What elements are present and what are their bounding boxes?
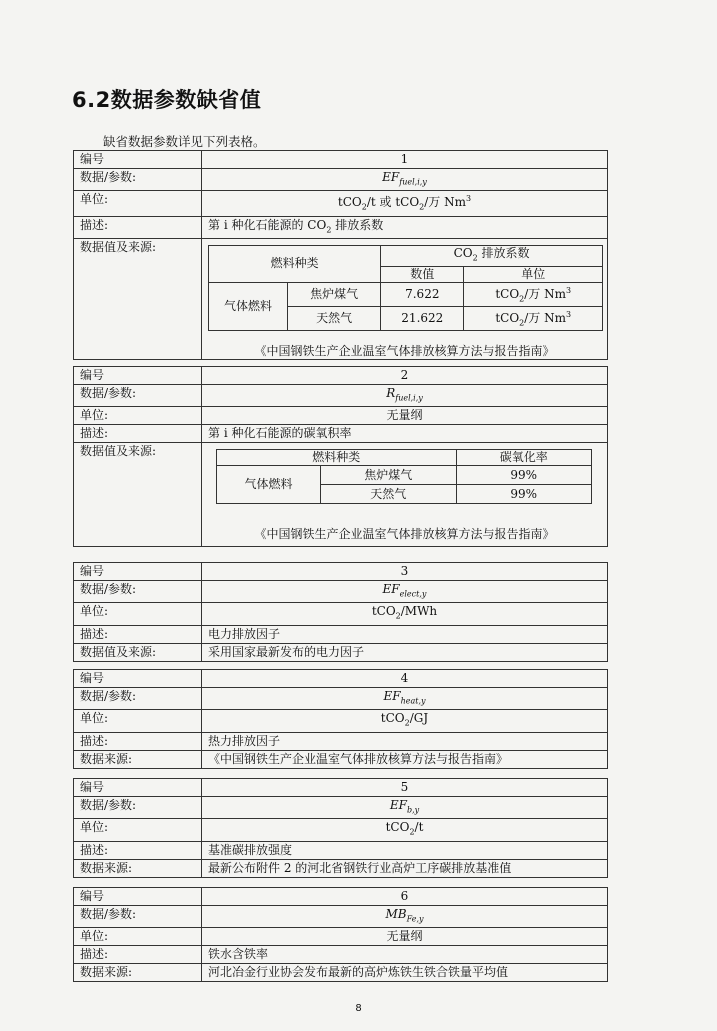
label-source: 数据来源: bbox=[74, 964, 202, 982]
inner-header-ef: $CO_2$ 排放系数 bbox=[381, 246, 603, 266]
param-unit: 无量纲 bbox=[202, 928, 608, 946]
param-symbol: $R_{fuel,i,y}$ bbox=[202, 385, 608, 407]
param-table-5 bbox=[73, 778, 608, 878]
label-desc: 描述: bbox=[74, 946, 202, 964]
source-citation: 《中国钢铁生产企业温室气体排放核算方法与报告指南》 bbox=[254, 344, 555, 359]
param-id: 2 bbox=[202, 367, 608, 385]
label-source: 数据来源: bbox=[74, 859, 202, 877]
ef-inner-table bbox=[208, 245, 603, 331]
inner-fuel-name: 天然气 bbox=[288, 306, 381, 330]
param-table-3 bbox=[73, 562, 608, 662]
param-desc: 电力排放因子 bbox=[202, 625, 608, 643]
label-source: 数据来源: bbox=[74, 750, 202, 768]
param-symbol: $EF_{elect,y}$ bbox=[202, 581, 608, 603]
source-citation: 《中国钢铁生产企业温室气体排放核算方法与报告指南》 bbox=[254, 527, 555, 542]
label-desc: 描述: bbox=[74, 732, 202, 750]
label-param: 数据/参数: bbox=[74, 385, 202, 407]
inner-unit: tCO$_2$/万 Nm$^3$ bbox=[464, 282, 603, 306]
inner-fuel-name: 焦炉煤气 bbox=[321, 466, 457, 485]
page-number: 8 bbox=[355, 1003, 362, 1014]
param-unit: tCO$_2$/GJ bbox=[202, 710, 608, 732]
label-unit: 单位: bbox=[74, 603, 202, 625]
label-desc: 描述: bbox=[74, 625, 202, 643]
param-symbol: $EF_{heat,y}$ bbox=[202, 688, 608, 710]
inner-unit: tCO$_2$/万 Nm$^3$ bbox=[464, 306, 603, 330]
param-desc: 热力排放因子 bbox=[202, 732, 608, 750]
param-value: 最新公布附件 2 的河北省钢铁行业高炉工序碳排放基准值 bbox=[202, 859, 608, 877]
param-symbol: $EF_{fuel,i,y}$ bbox=[202, 169, 608, 191]
inner-value: 99% bbox=[456, 485, 592, 504]
label-id: 编号 bbox=[74, 367, 202, 385]
inner-value: 7.622 bbox=[381, 282, 464, 306]
param-value: 采用国家最新发布的电力因子 bbox=[202, 643, 608, 661]
inner-header-fuel: 燃料种类 bbox=[209, 246, 381, 282]
param-value: 河北冶金行业协会发布最新的高炉炼铁生铁合铁量平均值 bbox=[202, 964, 608, 982]
param-desc: 铁水含铁率 bbox=[202, 946, 608, 964]
label-id: 编号 bbox=[74, 888, 202, 906]
param-table-4 bbox=[73, 669, 608, 769]
label-value-source: 数据值及来源: bbox=[74, 643, 202, 661]
intro-text: 缺省数据参数详见下列表格。 bbox=[103, 134, 266, 149]
inner-group: 气体燃料 bbox=[217, 466, 321, 504]
param-table-6 bbox=[73, 887, 608, 982]
label-id: 编号 bbox=[74, 151, 202, 169]
label-unit: 单位: bbox=[74, 407, 202, 425]
inner-fuel-name: 天然气 bbox=[321, 485, 457, 504]
label-unit: 单位: bbox=[74, 191, 202, 216]
inner-value: 99% bbox=[456, 466, 592, 485]
param-desc: 基准碳排放强度 bbox=[202, 841, 608, 859]
label-unit: 单位: bbox=[74, 819, 202, 841]
inner-header-value: 数值 bbox=[381, 266, 464, 282]
param-value-source bbox=[202, 443, 608, 547]
label-desc: 描述: bbox=[74, 841, 202, 859]
label-id: 编号 bbox=[74, 779, 202, 797]
param-symbol: $EF_{b,y}$ bbox=[202, 797, 608, 819]
inner-value: 21.622 bbox=[381, 306, 464, 330]
inner-header-fuel: 燃料种类 bbox=[217, 450, 457, 466]
inner-header-rate: 碳氧化率 bbox=[456, 450, 592, 466]
param-unit: 无量纲 bbox=[202, 407, 608, 425]
section-heading: 6.2数据参数缺省值 bbox=[72, 88, 262, 112]
param-unit: tCO$_2$/t bbox=[202, 819, 608, 841]
rate-inner-table bbox=[216, 449, 592, 504]
param-desc: 第 i 种化石能源的 $CO_2$ 排放系数 bbox=[202, 216, 608, 238]
param-unit: tCO$_2$/MWh bbox=[202, 603, 608, 625]
param-desc: 第 i 种化石能源的碳氧积率 bbox=[202, 425, 608, 443]
label-unit: 单位: bbox=[74, 710, 202, 732]
inner-fuel-name: 焦炉煤气 bbox=[288, 282, 381, 306]
label-desc: 描述: bbox=[74, 425, 202, 443]
label-unit: 单位: bbox=[74, 928, 202, 946]
param-symbol: $MB_{Fe,y}$ bbox=[202, 906, 608, 928]
param-id: 3 bbox=[202, 563, 608, 581]
inner-header-unit: 单位 bbox=[464, 266, 603, 282]
param-value-source bbox=[202, 239, 608, 360]
param-unit: tCO$_2$/t 或 tCO$_2$/万 Nm$^3$ bbox=[202, 191, 608, 216]
label-param: 数据/参数: bbox=[74, 688, 202, 710]
label-desc: 描述: bbox=[74, 216, 202, 238]
param-id: 6 bbox=[202, 888, 608, 906]
param-id: 5 bbox=[202, 779, 608, 797]
param-id: 4 bbox=[202, 670, 608, 688]
param-value: 《中国钢铁生产企业温室气体排放核算方法与报告指南》 bbox=[202, 750, 608, 768]
label-param: 数据/参数: bbox=[74, 169, 202, 191]
label-id: 编号 bbox=[74, 670, 202, 688]
label-value-source: 数据值及来源: bbox=[74, 239, 202, 360]
inner-group: 气体燃料 bbox=[209, 282, 288, 331]
label-value-source: 数据值及来源: bbox=[74, 443, 202, 547]
param-id: 1 bbox=[202, 151, 608, 169]
param-table-1 bbox=[73, 150, 608, 360]
label-param: 数据/参数: bbox=[74, 797, 202, 819]
label-id: 编号 bbox=[74, 563, 202, 581]
label-param: 数据/参数: bbox=[74, 906, 202, 928]
param-table-2 bbox=[73, 366, 608, 547]
label-param: 数据/参数: bbox=[74, 581, 202, 603]
